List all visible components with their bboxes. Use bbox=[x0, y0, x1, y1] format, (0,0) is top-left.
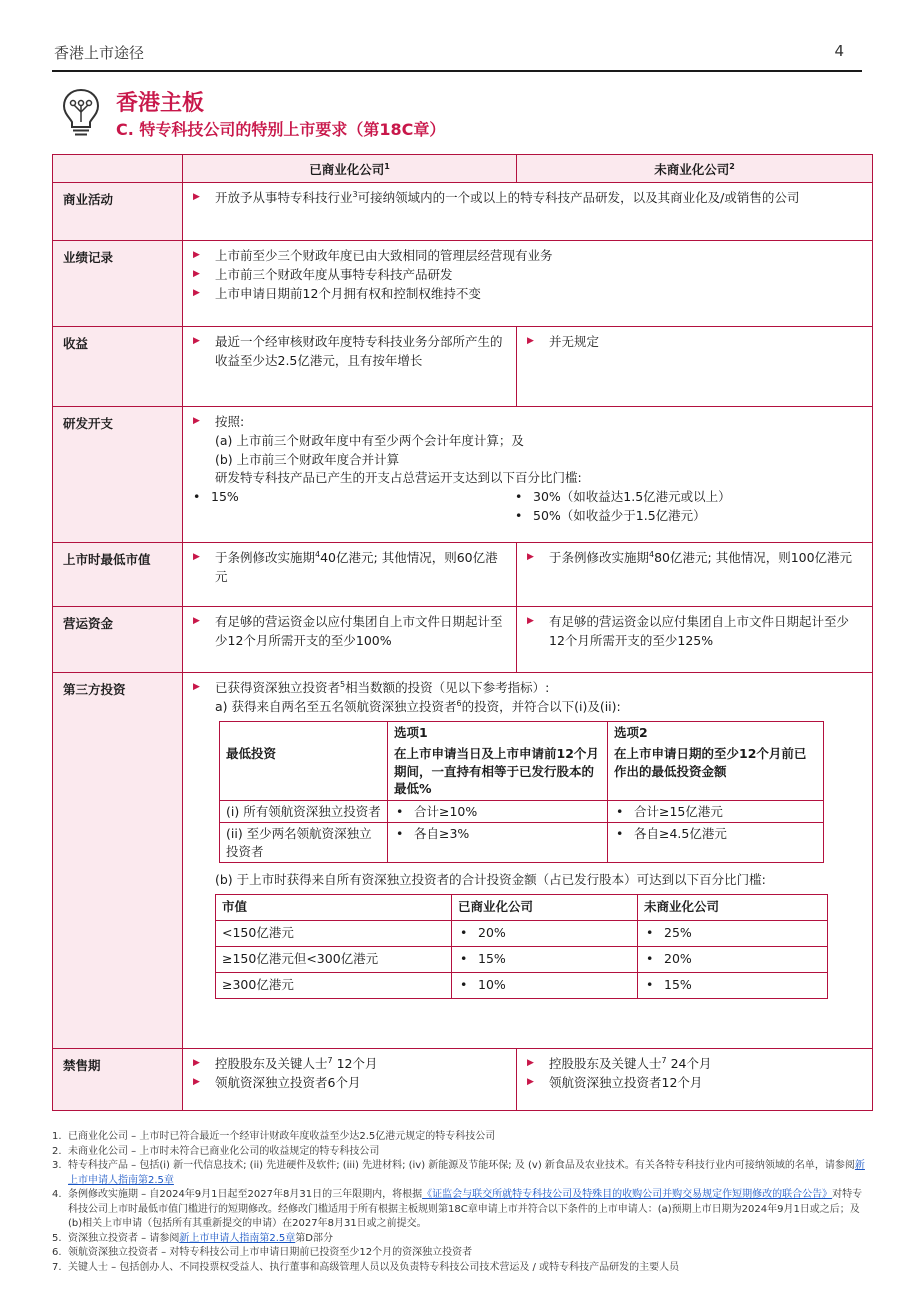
footnote: 7. 关键人士 – 包括创办人、不同投票权受益人、执行董事和高级管理人员以及负责特专科技公司技术营运及 / 或特专科技产品研发的主要人员 bbox=[52, 1261, 680, 1273]
rnd-commercial: • 15% bbox=[191, 488, 513, 507]
option-1-header: 选项1 bbox=[388, 721, 608, 743]
col-header-commercial: 已商业化公司 bbox=[452, 894, 638, 920]
list-item: ▶ 上市前至少三个财政年度已由大致相同的管理层经营现有业务 bbox=[191, 247, 864, 266]
row-lockup bbox=[53, 1049, 873, 1111]
option-2-header: 选项2 bbox=[608, 721, 824, 743]
header-blank-cell bbox=[53, 155, 183, 183]
list-item: ▶ 上市申请日期前12个月拥有权和控制权维持不变 bbox=[191, 285, 864, 304]
row-label: 收益 bbox=[53, 327, 183, 407]
table-row bbox=[216, 946, 828, 972]
col-header-market-cap: 市值 bbox=[216, 894, 452, 920]
table-cell: • 20% bbox=[458, 924, 631, 943]
footnotes bbox=[52, 1130, 867, 1275]
table-cell: ≥300亿港元 bbox=[216, 972, 452, 998]
table-cell: • 合计≥10% bbox=[394, 803, 601, 821]
table-cell: • 20% bbox=[644, 950, 821, 969]
revenue-precommercial bbox=[517, 327, 873, 407]
mktcap-commercial bbox=[183, 543, 517, 607]
row-track-record bbox=[53, 241, 873, 327]
list-item: ▶ 按照: (a) 上市前三个财政年度中有至少两个会计年度计算；及 (b) 上市前三个财政年度合并计算 研发特专科技产品已产生的开支占总营运开支达到以下百分比门槛: bbox=[191, 413, 864, 488]
row-revenue bbox=[53, 327, 873, 407]
row-label: 上市时最低市值 bbox=[53, 543, 183, 607]
third-party-cell bbox=[183, 673, 873, 1049]
row-label: 业绩记录 bbox=[53, 241, 183, 327]
joint-announcement-link[interactable]: 《证监会与联交所就特专科技公司及特殊目的收购公司并购交易规定作短期修改的联合公告》 bbox=[422, 1189, 833, 1200]
lockup-commercial bbox=[183, 1049, 517, 1111]
page-number: 4 bbox=[834, 42, 844, 60]
row-label: 研发开支 bbox=[53, 407, 183, 543]
list-item: ▶ 已获得资深独立投资者$^5$相当数额的投资（见以下参考指标）: bbox=[191, 679, 864, 698]
wc-precommercial bbox=[517, 607, 873, 673]
row-rnd bbox=[53, 407, 873, 543]
list-item: ▶ 领航资深独立投资者12个月 bbox=[525, 1074, 864, 1093]
footnote: 1. 已商业化公司 – 上市时已符合最近一个经审计财政年度收益至少达2.5亿港元规定的特专科技公司 bbox=[52, 1131, 496, 1142]
table-cell: <150亿港元 bbox=[216, 920, 452, 946]
lightbulb-icon bbox=[58, 86, 104, 138]
table-cell: • 25% bbox=[644, 924, 821, 943]
row-label: 禁售期 bbox=[53, 1049, 183, 1111]
table-row bbox=[216, 920, 828, 946]
list-item: ▶ 有足够的营运资金以应付集团自上市文件日期起计至少12个月所需开支的至少125% bbox=[525, 613, 864, 651]
footnote: 3. 特专科技产品 – 包括(i) 新一代信息技术; (ii) 先进硬件及软件; (iii) 先进材料; (iv) 新能源及节能环保; 及 (v) 新食品及农业技术。有关各特专科技行业内可接纳领域的名单，请参阅新上市申请人指南第2.5章 bbox=[52, 1160, 865, 1186]
list-item: ▶ 并无规定 bbox=[525, 333, 864, 352]
table-cell: ≥150亿港元但<300亿港元 bbox=[216, 946, 452, 972]
min-investment-label: 最低投资 bbox=[220, 743, 388, 800]
list-item: ▶ 领航资深独立投资者6个月 bbox=[191, 1074, 508, 1093]
rnd-precommercial-1: • 30%（如收益达1.5亿港元或以上） bbox=[513, 488, 731, 507]
list-item: ▶ 有足够的营运资金以应付集团自上市文件日期起计至少12个月所需开支的至少100% bbox=[191, 613, 508, 651]
list-item: ▶ 最近一个经审核财政年度特专科技业务分部所产生的收益至少达2.5亿港元，且有按年增长 bbox=[191, 333, 508, 371]
list-item: ▶ 于条例修改实施期$^4$40亿港元; 其他情况，则60亿港元 bbox=[191, 549, 508, 587]
page-header bbox=[52, 42, 862, 72]
table-row bbox=[220, 800, 824, 823]
footnote: 4. 条例修改实施期 – 自2024年9月1日起至2027年8月31日的三年限期内，将根据《证监会与联交所就特专科技公司及特殊目的收购公司并购交易规定作短期修改的联合公告》对特专科技公司上市时最低市值门槛进行的短期修改。经修改门槛适用于所有根据主板规则第18C章申请上市并符合以下条件的上市申请人：(a)预期上市日期为2024年9月1日或之后；及(b)相关上市申请（包括所有其重新提交的申请）在2027年8月31日或之前提交。 bbox=[52, 1189, 863, 1229]
table-cell: • 15% bbox=[644, 976, 821, 995]
rnd-cell bbox=[183, 407, 873, 543]
table-cell: • 10% bbox=[458, 976, 631, 995]
row-label: 营运资金 bbox=[53, 607, 183, 673]
option-2-desc: 在上市申请日期的至少12个月前已作出的最低投资金额 bbox=[608, 743, 824, 800]
header-commercial: 已商业化公司$^1$ bbox=[183, 155, 517, 183]
business-cell bbox=[183, 183, 873, 241]
list-item: ▶ 于条例修改实施期$^4$80亿港元; 其他情况，则100亿港元 bbox=[525, 549, 864, 568]
table-cell: • 各自≥3% bbox=[394, 825, 601, 843]
option-1-desc: 在上市申请当日及上市申请前12个月期间，一直持有相等于已发行股本的最低% bbox=[388, 743, 608, 800]
min-investment-table bbox=[219, 721, 824, 864]
guide-link[interactable]: 新上市申请人指南第2.5章 bbox=[179, 1232, 296, 1244]
mktcap-precommercial bbox=[517, 543, 873, 607]
row-market-cap bbox=[53, 543, 873, 607]
item-b: (b) 于上市时获得来自所有资深独立投资者的合计投资金额（占已发行股本）可达到以下百分比门槛: bbox=[215, 872, 766, 887]
header-precommercial: 未商业化公司$^2$ bbox=[517, 155, 873, 183]
track-cell bbox=[183, 241, 873, 327]
rnd-precommercial-2: • 50%（如收益少于1.5亿港元） bbox=[513, 507, 731, 526]
wc-commercial bbox=[183, 607, 517, 673]
footnote: 6. 领航资深独立投资者 – 对特专科技公司上市申请日期前已投资至少12个月的资深独立投资者 bbox=[52, 1247, 473, 1258]
row-label: 商业活动 bbox=[53, 183, 183, 241]
rnd-thresholds bbox=[191, 488, 864, 526]
footnote: 2. 未商业化公司 – 上市时未符合已商业化公司的收益规定的特专科技公司 bbox=[52, 1145, 380, 1157]
document-title: 香港上市途径 bbox=[54, 44, 145, 62]
list-item: ▶ 控股股东及关键人士$^7$ 24个月 bbox=[525, 1055, 864, 1074]
table-cell: • 合计≥15亿港元 bbox=[614, 803, 817, 821]
section-header bbox=[58, 86, 858, 146]
col-header-precommercial: 未商业化公司 bbox=[638, 894, 828, 920]
table-header-row bbox=[53, 155, 873, 183]
table-row bbox=[216, 972, 828, 998]
row-label: 第三方投资 bbox=[53, 673, 183, 1049]
table-row bbox=[220, 823, 824, 863]
table-cell: • 15% bbox=[458, 950, 631, 969]
row-business bbox=[53, 183, 873, 241]
item-a: a) 获得来自两名至五名领航资深独立投资者$^6$的投资，并符合以下(i)及(ii): bbox=[215, 698, 621, 714]
section-title: 香港主板 bbox=[116, 91, 205, 116]
list-item: ▶ 控股股东及关键人士$^7$ 12个月 bbox=[191, 1055, 508, 1074]
row-working-capital bbox=[53, 607, 873, 673]
list-item: ▶ 开放予从事特专科技行业$^3$可接纳领域内的一个或以上的特专科技产品研发，以及其商业化及/或销售的公司 bbox=[191, 189, 864, 208]
guide-link[interactable]: 新上市申请人指南第2.5章 bbox=[68, 1160, 865, 1186]
aggregate-investment-table bbox=[215, 894, 828, 999]
requirements-table bbox=[52, 154, 873, 1111]
row-label: (ii) 至少两名领航资深独立投资者 bbox=[220, 823, 388, 863]
footnote: 5. 资深独立投资者 – 请参阅新上市申请人指南第2.5章第D部分 bbox=[52, 1232, 333, 1244]
row-third-party-investment bbox=[53, 673, 873, 1049]
lockup-precommercial bbox=[517, 1049, 873, 1111]
table-cell: • 各自≥4.5亿港元 bbox=[614, 825, 817, 843]
revenue-commercial bbox=[183, 327, 517, 407]
row-label: (i) 所有领航资深独立投资者 bbox=[220, 800, 388, 823]
section-subtitle: C. 特专科技公司的特别上市要求（第18C章） bbox=[116, 120, 446, 139]
list-item: ▶ 上市前三个财政年度从事特专科技产品研发 bbox=[191, 266, 864, 285]
